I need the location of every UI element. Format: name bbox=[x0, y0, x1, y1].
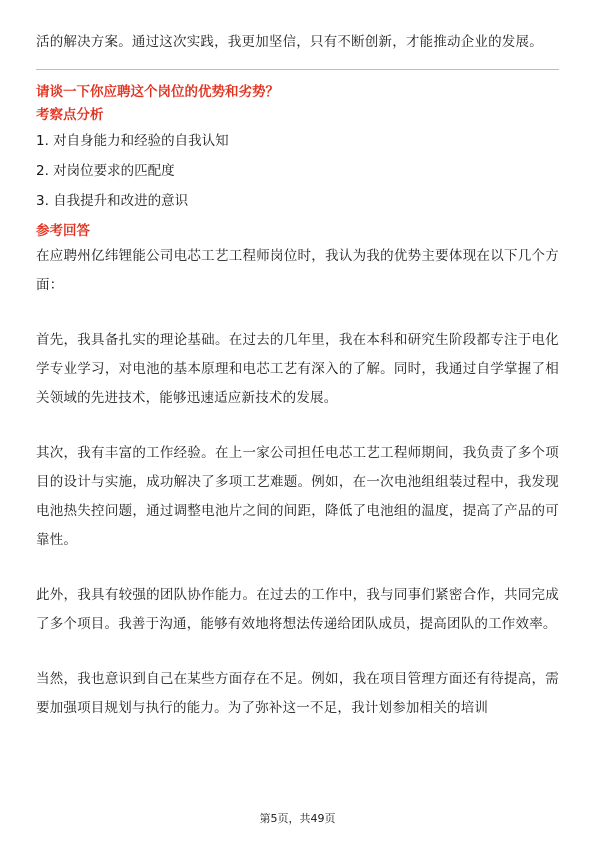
section-divider bbox=[36, 69, 559, 70]
answer-paragraph: 当然，我也意识到自己在某些方面存在不足。例如，我在项目管理方面还有待提高，需要加强项目规划与执行的能力。为了弥补这一不足，我计划参加相关的培训 bbox=[36, 671, 559, 716]
analysis-point: 3. 自我提升和改进的意识 bbox=[36, 193, 189, 209]
answer-paragraph: 在应聘州亿纬锂能公司电芯工艺工程师岗位时，我认为我的优势主要体现在以下几个方面： bbox=[36, 248, 559, 293]
analysis-point: 2. 对岗位要求的匹配度 bbox=[36, 163, 175, 179]
analysis-title: 考察点分析 bbox=[36, 107, 104, 123]
question-title: 请谈一下你应聘这个岗位的优势和劣势？ bbox=[36, 84, 279, 100]
paragraph-gap bbox=[36, 555, 559, 581]
previous-answer-tail: 活的解决方案。通过这次实践，我更加坚信，只有不断创新，才能推动企业的发展。 bbox=[36, 34, 543, 50]
answer-paragraph: 此外，我具有较强的团队协作能力。在过去的工作中，我与同事们紧密合作，共同完成了多个项目。我善于沟通，能够有效地将想法传递给团队成员，提高团队的工作效率。 bbox=[36, 587, 559, 632]
paragraph-gap bbox=[36, 300, 559, 326]
analysis-point: 1. 对自身能力和经验的自我认知 bbox=[36, 133, 229, 149]
paragraph-gap bbox=[36, 413, 559, 439]
paragraph-gap bbox=[36, 639, 559, 665]
answer-title: 参考回答 bbox=[36, 223, 90, 239]
page-number-footer: 第5页，共49页 bbox=[259, 812, 336, 825]
answer-paragraph: 首先，我具备扎实的理论基础。在过去的几年里，我在本科和研究生阶段都专注于电化学专业学习，对电池的基本原理和电芯工艺有深入的了解。同时，我通过自学掌握了相关领域的先进技术，能够迅速适应新技术的发展。 bbox=[36, 332, 559, 406]
page-content bbox=[36, 28, 559, 723]
answer-paragraph: 其次，我有丰富的工作经验。在上一家公司担任电芯工艺工程师期间，我负责了多个项目的设计与实施，成功解决了多项工艺难题。例如，在一次电池组组装过程中，我发现电池热失控问题，通过调整电池片之间的间距，降低了电池组的温度，提高了产品的可靠性。 bbox=[36, 445, 559, 548]
